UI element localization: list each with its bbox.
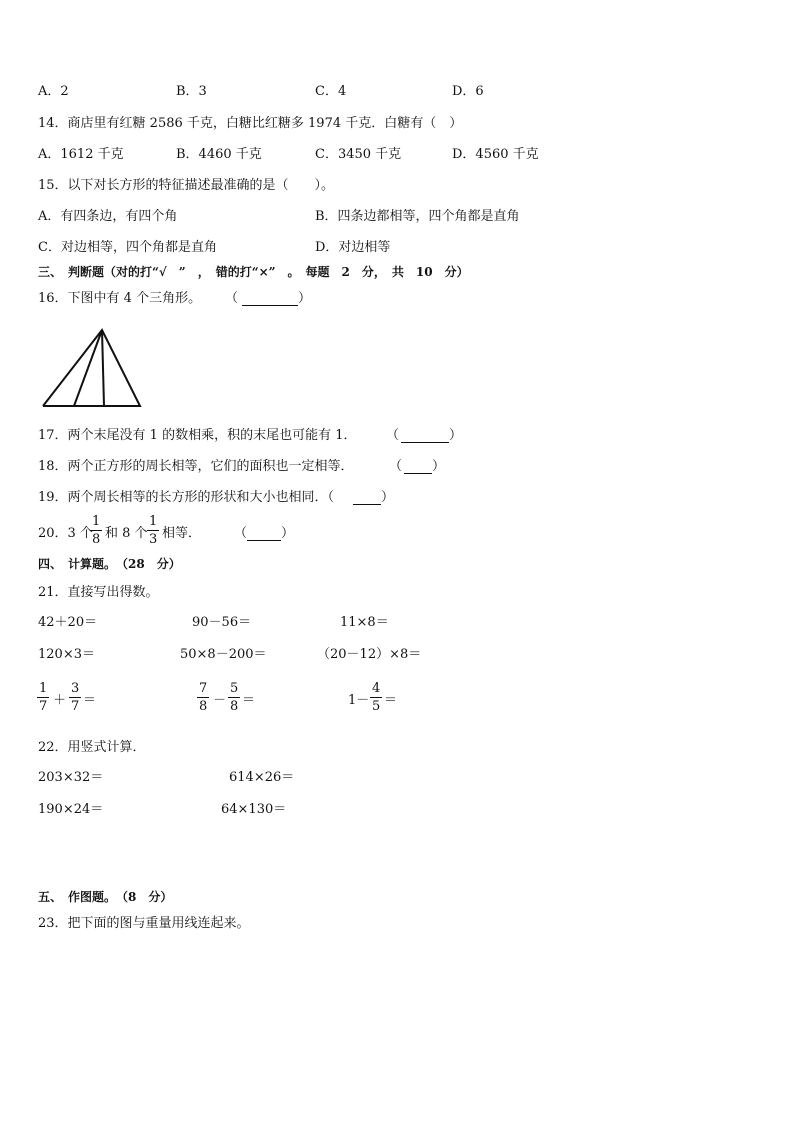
q19-answer-blank[interactable] bbox=[353, 492, 381, 505]
q21-item-9-numerator: 4 bbox=[372, 681, 381, 696]
q13-option-a: A．2 bbox=[38, 84, 69, 99]
q13-option-b: B．3 bbox=[176, 84, 207, 99]
q21-item-7-numerator-2: 3 bbox=[71, 681, 80, 696]
q21-item-4: 120×3＝ bbox=[38, 647, 95, 662]
q21-item-8-fraction-2 bbox=[228, 682, 240, 713]
q14-option-d: D．4560 千克 bbox=[452, 147, 539, 162]
q21-item-7-denominator-1: 7 bbox=[39, 699, 48, 714]
q21-item-8-numerator-1: 7 bbox=[199, 681, 208, 696]
q16-paren-open: （ bbox=[225, 291, 239, 306]
q20-fraction-2-denominator: 3 bbox=[149, 532, 158, 547]
triangle-inner-line-2 bbox=[102, 330, 104, 406]
q17-paren-close: ） bbox=[449, 428, 463, 443]
q15-option-b: B．四条边都相等，四个角都是直角 bbox=[315, 209, 520, 224]
q22-item-2: 614×26＝ bbox=[229, 770, 295, 785]
q21-item-8-operator: － bbox=[213, 693, 227, 708]
q14-option-b: B．4460 千克 bbox=[176, 147, 262, 162]
q20-fraction-1-numerator: 1 bbox=[92, 514, 101, 529]
triangle-inner-line-1 bbox=[74, 330, 102, 406]
q20-answer-blank[interactable] bbox=[247, 528, 281, 541]
q17-stem: 17．两个末尾没有 1 的数相乘，积的末尾也可能有 1． bbox=[38, 428, 357, 443]
q21-item-9-denominator: 5 bbox=[372, 699, 381, 714]
q21-item-7-equals: ＝ bbox=[83, 693, 97, 708]
q20-mid: 和 8 个 bbox=[105, 526, 148, 541]
q20-fraction-1-denominator: 8 bbox=[92, 532, 101, 547]
q20-fraction-2-numerator: 1 bbox=[149, 514, 158, 529]
q18-paren-open: （ bbox=[389, 459, 403, 474]
q20-fraction-1 bbox=[90, 515, 102, 546]
q15-option-c: C．对边相等，四个角都是直角 bbox=[38, 240, 217, 255]
q19-stem: 19．两个周长相等的长方形的形状和大小也相同．（ bbox=[38, 490, 335, 505]
q20-fraction-2 bbox=[147, 515, 159, 546]
q15-stem: 15．以下对长方形的特征描述最准确的是（ ）。 bbox=[38, 178, 335, 193]
q21-item-3: 11×8＝ bbox=[340, 615, 389, 630]
q18-paren-close: ） bbox=[432, 459, 446, 474]
q17-paren-open: （ bbox=[386, 428, 400, 443]
q20-paren-close: ） bbox=[281, 526, 295, 541]
q14-stem: 14．商店里有红糖 2586 千克，白糖比红糖多 1974 千克．白糖有（ ） bbox=[38, 116, 463, 131]
q21-stem: 21．直接写出得数。 bbox=[38, 585, 159, 600]
q23-stem: 23．把下面的图与重量用线连起来。 bbox=[38, 916, 250, 931]
q21-item-8-equals: ＝ bbox=[242, 693, 256, 708]
triangle-figure bbox=[40, 328, 146, 410]
q13-option-d: D．6 bbox=[452, 84, 484, 99]
q21-item-2: 90－56＝ bbox=[192, 615, 252, 630]
q16-answer-blank[interactable] bbox=[242, 293, 298, 306]
q22-item-1: 203×32＝ bbox=[38, 770, 104, 785]
q13-option-c: C．4 bbox=[315, 84, 347, 99]
q20-suffix: 相等． bbox=[162, 526, 202, 541]
q21-item-8-denominator-2: 8 bbox=[230, 699, 239, 714]
q16-paren-close: ） bbox=[298, 291, 312, 306]
q21-item-8-numerator-2: 5 bbox=[230, 681, 239, 696]
q21-item-7-fraction-1 bbox=[37, 682, 49, 713]
q19-paren-close: ） bbox=[381, 490, 395, 505]
section-5-heading: 五、 作图题。 （8 分） bbox=[38, 890, 173, 904]
q18-stem: 18．两个正方形的周长相等，它们的面积也一定相等． bbox=[38, 459, 354, 474]
q21-item-9-lead: 1－ bbox=[348, 693, 370, 708]
q20-prefix: 20．3 个 bbox=[38, 526, 93, 541]
q21-item-7-denominator-2: 7 bbox=[71, 699, 80, 714]
q15-option-a: A．有四条边，有四个角 bbox=[38, 209, 178, 224]
q21-item-5: 50×8－200＝ bbox=[180, 647, 267, 662]
q14-option-a: A．1612 千克 bbox=[38, 147, 124, 162]
section-4-heading: 四、 计算题。 （28 分） bbox=[38, 557, 181, 571]
q15-option-d: D．对边相等 bbox=[315, 240, 391, 255]
q21-item-9-equals: ＝ bbox=[384, 693, 398, 708]
q22-stem: 22．用竖式计算． bbox=[38, 740, 146, 755]
q22-item-4: 64×130＝ bbox=[221, 802, 287, 817]
q21-item-7-fraction-2 bbox=[69, 682, 81, 713]
q21-item-8-fraction-1 bbox=[197, 682, 209, 713]
q17-answer-blank[interactable] bbox=[401, 430, 449, 443]
q22-item-3: 190×24＝ bbox=[38, 802, 104, 817]
q18-answer-blank[interactable] bbox=[404, 461, 432, 474]
q20-paren-open: （ bbox=[234, 526, 248, 541]
q21-item-1: 42＋20＝ bbox=[38, 615, 98, 630]
q21-item-8-denominator-1: 8 bbox=[199, 699, 208, 714]
q21-item-7-numerator-1: 1 bbox=[39, 681, 48, 696]
q16-stem: 16．下图中有 4 个三角形。 bbox=[38, 291, 202, 306]
q21-item-7-operator: ＋ bbox=[53, 693, 67, 708]
q21-item-9-fraction bbox=[370, 682, 382, 713]
section-3-heading: 三、 判断题（对的打“√ ” ， 错的打“×” 。 每题 2 分， 共 10 分） bbox=[38, 265, 469, 279]
q14-option-c: C．3450 千克 bbox=[315, 147, 402, 162]
q21-item-6: （20－12）×8＝ bbox=[317, 647, 422, 662]
triangle-outline bbox=[43, 330, 140, 406]
